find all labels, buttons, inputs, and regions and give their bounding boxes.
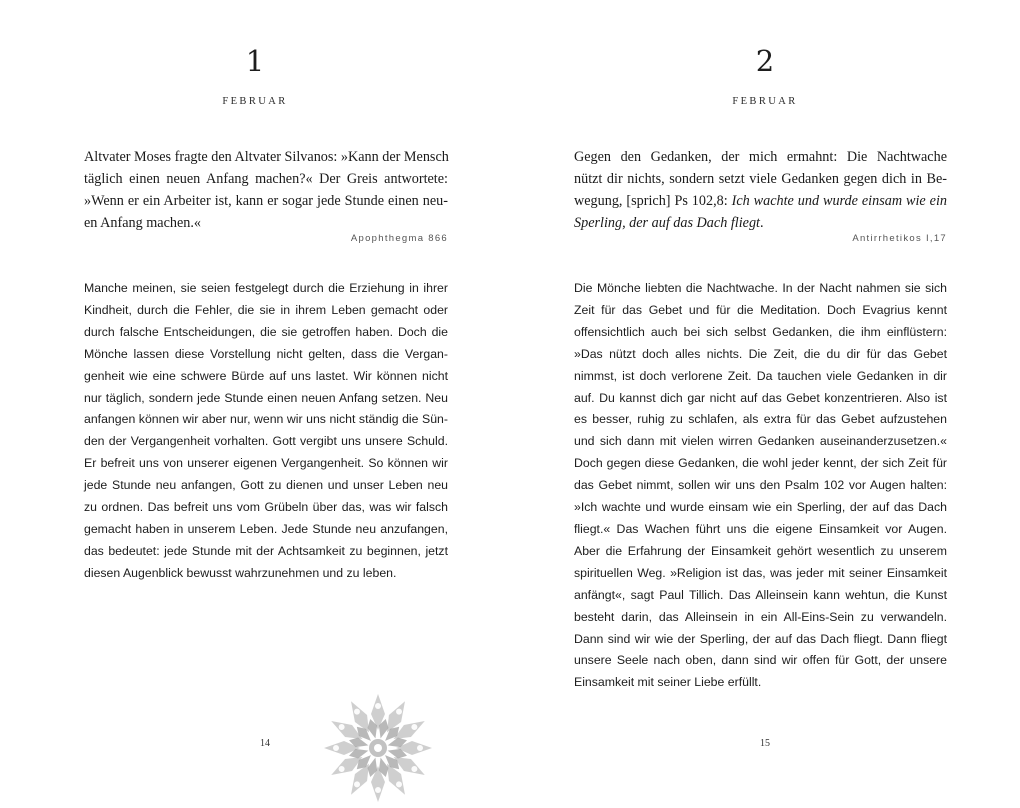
quote-line: täglich einen neuen Anfang machen?« Der Greis antwortete:	[84, 171, 448, 187]
body-line: fliegt.« Das Wachen führt uns die eigene Einsamkeit vor Augen.	[574, 521, 947, 536]
body-line: Er befreit uns von unserer eigenen Vergangenheit. So können wir	[84, 456, 448, 471]
day-number: 1	[245, 44, 265, 78]
body-line: den der Vergangenheit vorhalten. Gott vergibt uns unsere Schuld.	[84, 434, 448, 449]
quote-source: Antirrhetikos I,17	[852, 233, 947, 244]
body-text	[574, 278, 947, 694]
body-line: nimmst, ist doch verlorene Zeit. Da tauchen viele Gedanken in dir	[574, 368, 947, 383]
body-line: »Das nützt doch alles nichts. Die Zeit, die du dir für das Gebet	[574, 346, 947, 361]
body-line: Manche meinen, sie seien festgelegt durch die Erziehung in ihrer	[84, 281, 448, 295]
body-line: unsere Seele nach oben, dann sind wir offen für Gott, der unsere	[574, 653, 947, 668]
body-line: gemacht haben in unserem Leben. Jede Stunde neu anzufangen,	[84, 521, 448, 536]
quote-source: Apophthegma 866	[350, 233, 448, 244]
left-page	[0, 0, 510, 783]
quote-block	[574, 146, 947, 234]
quote-text: wegung, [sprich] Ps 102,8:	[574, 193, 732, 209]
quote-italic-text: Ich wachte und wurde einsam wie ein	[731, 193, 947, 209]
quote-line: Altvater Moses fragte den Altvater Silvanos: »Kann der Mensch	[84, 149, 449, 165]
body-line: anfangen können wir aber nur, wenn wir uns nicht ständig die Sün-	[84, 412, 448, 427]
body-line: das Gebet nimmt, sollen wir uns den Psalm 102 vor Augen halten:	[574, 478, 947, 493]
body-line: Mönche lassen diese Vorstellung nicht gelten, dass die Vergan-	[84, 346, 448, 361]
right-page	[510, 0, 1020, 783]
month-label: FEBRUAR	[222, 96, 288, 107]
body-line: besteht darin, das Alleinsein in ein All-Eins-Sein zu verwandeln.	[574, 609, 947, 624]
body-line: offensichtlich auch bei sich selbst Gedanken, die ihm einflüstern:	[574, 324, 947, 339]
month-label: FEBRUAR	[732, 96, 798, 107]
body-line: Aber die Erfahrung der Einsamkeit gehört wesentlich zu unserem	[574, 543, 947, 558]
body-line: Die Mönche liebten die Nachtwache. In der Nacht nahmen sie sich	[574, 281, 947, 295]
body-line: Kindheit, durch die Fehler, die sie in ihrem Leben gemacht oder	[84, 302, 448, 317]
body-line: jede Stunde neu anfangen, Gott zu dienen und unser Leben neu	[84, 478, 448, 493]
body-line: »Ich wachte und wurde einsam wie ein Sperling, der auf das Dach	[574, 500, 947, 515]
body-line: anfängt«, sagt Paul Tillich. Das Alleinsein kann wehtun, die Kunst	[574, 587, 947, 602]
body-line: Dann sind wir wie der Sperling, der auf das Dach fliegt. Dann fliegt	[574, 631, 947, 646]
quote-block	[84, 146, 448, 234]
body-line: auf. Du kannst dich gar nicht auf das Gebet konzentrieren. Also ist	[574, 390, 947, 405]
body-line: genheit wie eine schwere Bürde auf uns lastet. Wir können nicht	[84, 368, 448, 383]
mandala-ornament-icon	[318, 688, 438, 808]
body-line: zu ordnen. Das befreit uns vom Grübeln über das, was wir falsch	[84, 500, 448, 515]
body-line: und sich dann mit vielen wirren Gedanken auseinanderzusetzen.«	[574, 434, 947, 449]
quote-line	[574, 212, 947, 234]
quote-line: Gegen den Gedanken, der mich ermahnt: Die Nachtwache	[574, 149, 947, 165]
body-line: es besser, ruhig zu schlafen, als extra für das Gebet aufzustehen	[574, 412, 947, 427]
body-line: Doch gegen diese Gedanken, die wohl jeder kennt, der sich Zeit für	[574, 456, 947, 471]
quote-text: .	[760, 215, 764, 231]
quote-italic-text: Sperling, der auf das Dach fliegt	[574, 215, 760, 231]
page-number: 15	[760, 738, 770, 749]
body-line: das bedeutet: jede Stunde mit der Achtsamkeit zu beginnen, jetzt	[84, 543, 448, 558]
body-line: Zeit für das Gebet und für die Meditation. Doch Evagrius kennt	[574, 302, 947, 317]
body-text	[84, 278, 448, 585]
quote-line: en Anfang machen.«	[84, 215, 202, 231]
body-line: spirituellen Weg. »Religion ist das, was jeder mit seiner Einsamkeit	[574, 565, 947, 580]
quote-line: nützt dir nichts, sondern setzt viele Gedanken gegen dich in Be-	[574, 171, 947, 187]
day-number: 2	[755, 44, 775, 78]
quote-line: »Wenn er ein Arbeiter ist, kann er sogar jede Stunde einen neu-	[84, 193, 448, 209]
body-line: diesen Augenblick bewusst wahrzunehmen und zu leben.	[84, 565, 397, 580]
page-number: 14	[260, 738, 270, 749]
quote-line	[574, 190, 947, 212]
body-line: Einsamkeit mit seiner Liebe erfüllt.	[574, 675, 762, 690]
body-line: durch falsche Entscheidungen, die sie getroffen haben. Doch die	[84, 324, 448, 339]
body-line: nur täglich, sondern jede Stunde einen neuen Anfang setzen. Neu	[84, 390, 448, 405]
